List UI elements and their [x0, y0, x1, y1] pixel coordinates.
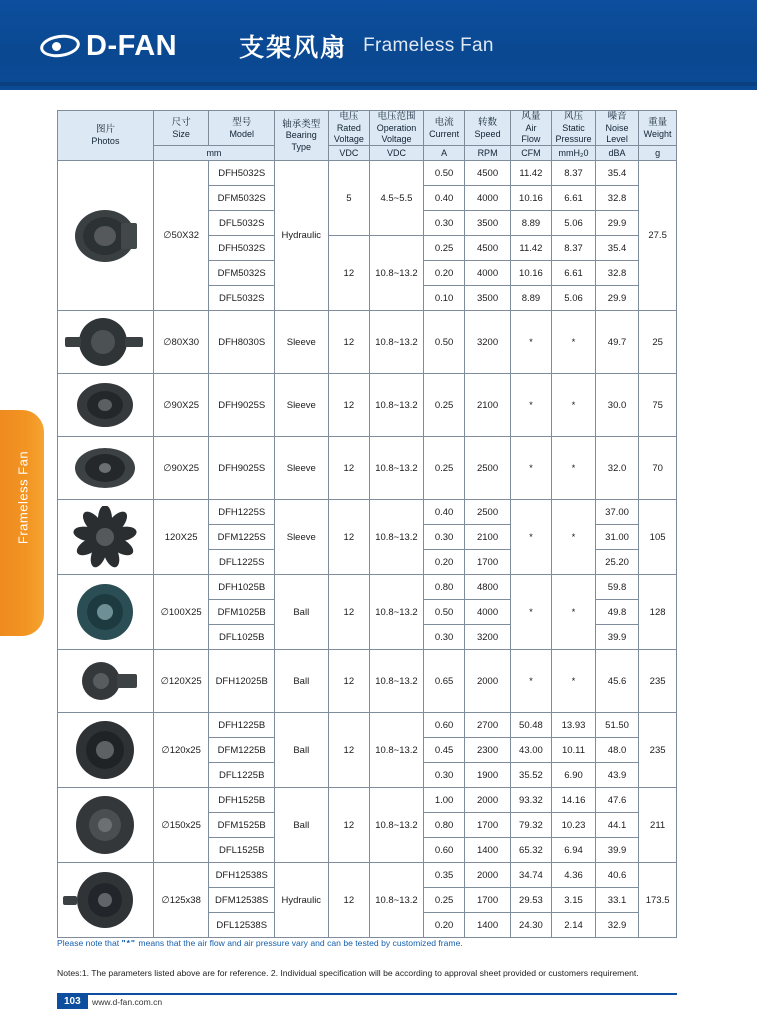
cell-noise-level: 49.7: [595, 311, 638, 374]
cell-weight: 70: [639, 437, 677, 500]
cell-rated-voltage: 12: [328, 575, 370, 650]
cell-model: DFM5032S: [209, 261, 275, 286]
cell-rated-voltage: 12: [328, 311, 370, 374]
fan-photo: [58, 788, 154, 863]
cell-size: ∅80X30: [153, 311, 209, 374]
cell-air-flow: 65.32: [510, 838, 551, 863]
cell-air-flow: 11.42: [510, 236, 551, 261]
cell-current: 0.45: [423, 738, 465, 763]
cell-current: 0.20: [423, 550, 465, 575]
cell-model: DFH5032S: [209, 236, 275, 261]
cell-speed: 4000: [465, 600, 510, 625]
cell-current: 0.50: [423, 311, 465, 374]
col-header-size-en: Size: [172, 128, 190, 139]
cell-noise-level: 32.0: [595, 437, 638, 500]
cell-weight: 235: [639, 713, 677, 788]
cell-operation-voltage: 10.8~13.2: [370, 650, 424, 713]
cell-model: DFL1225S: [209, 550, 275, 575]
cell-static-pressure: 10.23: [552, 813, 596, 838]
col-header-model: [209, 111, 275, 146]
cell-rated-voltage: 12: [328, 788, 370, 863]
cell-static-pressure: 8.37: [552, 236, 596, 261]
unit-static-pressure: mmH₂0: [552, 146, 596, 161]
table-row: [58, 575, 677, 600]
cell-static-pressure: *: [552, 575, 596, 650]
header-inner: [40, 20, 737, 72]
cell-air-flow: *: [510, 650, 551, 713]
cell-noise-level: 35.4: [595, 236, 638, 261]
cell-operation-voltage: 10.8~13.2: [370, 374, 424, 437]
star-note-suffix: means that the air flow and air pressure vary and can be tested by customized frame.: [138, 938, 463, 948]
star-note: [57, 938, 707, 948]
cell-bearing: Hydraulic: [275, 161, 329, 311]
table-row: [58, 713, 677, 738]
cell-air-flow: 79.32: [510, 813, 551, 838]
cell-static-pressure: *: [552, 437, 596, 500]
cell-speed: 3200: [465, 625, 510, 650]
cell-noise-level: 39.9: [595, 625, 638, 650]
table-row: [58, 500, 677, 525]
fan-photo: [58, 161, 154, 311]
cell-air-flow: 8.89: [510, 211, 551, 236]
col-header-photos: [58, 111, 154, 161]
cell-static-pressure: 5.06: [552, 286, 596, 311]
fan-photo: [58, 863, 154, 938]
cell-noise-level: 44.1: [595, 813, 638, 838]
cell-air-flow: *: [510, 374, 551, 437]
col-header-photos-cn: 图片: [95, 124, 115, 136]
cell-bearing: Ball: [275, 788, 329, 863]
footer-url: www.d-fan.com.cn: [92, 997, 163, 1007]
cell-current: 0.30: [423, 525, 465, 550]
col-header-rated-voltage-cn: 电压: [339, 111, 359, 122]
cell-bearing: Hydraulic: [275, 863, 329, 938]
unit-current: A: [423, 146, 465, 161]
cell-speed: 2000: [465, 863, 510, 888]
cell-model: DFH1225B: [209, 713, 275, 738]
cell-noise-level: 29.9: [595, 286, 638, 311]
cell-model: DFH12025B: [209, 650, 275, 713]
cell-static-pressure: 13.93: [552, 713, 596, 738]
cell-speed: 2100: [465, 525, 510, 550]
cell-model: DFH9025S: [209, 374, 275, 437]
cell-model: DFL1225B: [209, 763, 275, 788]
cell-noise-level: 37.00: [595, 500, 638, 525]
cell-rated-voltage: 12: [328, 437, 370, 500]
col-header-model-en: Model: [229, 128, 254, 139]
cell-static-pressure: *: [552, 311, 596, 374]
cell-current: 0.80: [423, 575, 465, 600]
cell-air-flow: 10.16: [510, 261, 551, 286]
cell-current: 0.40: [423, 186, 465, 211]
col-header-air-flow-cn: 风量: [521, 111, 541, 122]
cell-current: 0.10: [423, 286, 465, 311]
unit-size-mm: mm: [153, 146, 274, 161]
cell-model: DFM12538S: [209, 888, 275, 913]
col-header-rated-voltage-en2: Voltage: [333, 134, 364, 145]
col-header-current: [423, 111, 465, 146]
cell-air-flow: *: [510, 575, 551, 650]
cell-air-flow: 93.32: [510, 788, 551, 813]
cell-noise-level: 32.9: [595, 913, 638, 938]
cell-operation-voltage: 4.5~5.5: [370, 161, 424, 236]
cell-bearing: Sleeve: [275, 311, 329, 374]
cell-operation-voltage: 10.8~13.2: [370, 311, 424, 374]
cell-current: 0.60: [423, 713, 465, 738]
cell-model: DFH1525B: [209, 788, 275, 813]
cell-model: DFH1225S: [209, 500, 275, 525]
cell-current: 0.40: [423, 500, 465, 525]
cell-air-flow: 11.42: [510, 161, 551, 186]
unit-speed: RPM: [465, 146, 510, 161]
cell-bearing: Ball: [275, 575, 329, 650]
cell-air-flow: 10.16: [510, 186, 551, 211]
cell-noise-level: 45.6: [595, 650, 638, 713]
cell-weight: 75: [639, 374, 677, 437]
fan-photo: [58, 311, 154, 374]
spec-table-body: [58, 161, 677, 938]
cell-speed: 2300: [465, 738, 510, 763]
cell-speed: 3500: [465, 286, 510, 311]
header-rule: [0, 82, 757, 86]
col-header-bearing-en2: Type: [291, 141, 312, 152]
header-row: [58, 111, 677, 146]
cell-speed: 2500: [465, 437, 510, 500]
cell-model: DFM5032S: [209, 186, 275, 211]
cell-operation-voltage: 10.8~13.2: [370, 575, 424, 650]
cell-model: DFL1025B: [209, 625, 275, 650]
col-header-static-pressure-en2: Pressure: [555, 134, 592, 145]
cell-current: 0.25: [423, 236, 465, 261]
cell-operation-voltage: 10.8~13.2: [370, 236, 424, 311]
cell-static-pressure: 4.36: [552, 863, 596, 888]
cell-model: DFL12538S: [209, 913, 275, 938]
cell-model: DFL5032S: [209, 211, 275, 236]
cell-current: 0.20: [423, 261, 465, 286]
cell-speed: 2000: [465, 788, 510, 813]
cell-weight: 235: [639, 650, 677, 713]
general-notes: Notes:1. The parameters listed above are for reference. 2. Individual specification will be according to approval sheet provided or customers requirement.: [57, 968, 639, 978]
table-row: [58, 374, 677, 437]
cell-size: ∅125x38: [153, 863, 209, 938]
cell-rated-voltage: 12: [328, 236, 370, 311]
cell-static-pressure: 6.94: [552, 838, 596, 863]
col-header-operation-voltage: [370, 111, 424, 146]
cell-size: ∅150x25: [153, 788, 209, 863]
cell-model: DFH5032S: [209, 161, 275, 186]
cell-model: DFH8030S: [209, 311, 275, 374]
cell-bearing: Sleeve: [275, 374, 329, 437]
cell-air-flow: 29.53: [510, 888, 551, 913]
cell-noise-level: 49.8: [595, 600, 638, 625]
cell-current: 0.30: [423, 763, 465, 788]
col-header-operation-voltage-en1: Operation: [376, 122, 417, 133]
cell-operation-voltage: 10.8~13.2: [370, 713, 424, 788]
table-row: [58, 437, 677, 500]
cell-bearing: Sleeve: [275, 437, 329, 500]
cell-noise-level: 47.6: [595, 788, 638, 813]
cell-model: DFM1225S: [209, 525, 275, 550]
cell-static-pressure: 6.61: [552, 261, 596, 286]
col-header-speed: [465, 111, 510, 146]
fan-photo: [58, 437, 154, 500]
cell-current: 0.65: [423, 650, 465, 713]
star-symbol: "*": [121, 938, 137, 948]
cell-size: ∅100X25: [153, 575, 209, 650]
cell-air-flow: 8.89: [510, 286, 551, 311]
cell-static-pressure: *: [552, 500, 596, 575]
col-header-photos-en: Photos: [91, 136, 120, 146]
cell-current: 0.50: [423, 161, 465, 186]
col-header-speed-cn: 转数: [478, 116, 498, 128]
cell-current: 0.20: [423, 913, 465, 938]
page-title-cn: 支架风扇: [239, 34, 348, 62]
cell-noise-level: 48.0: [595, 738, 638, 763]
cell-speed: 2100: [465, 374, 510, 437]
cell-noise-level: 51.50: [595, 713, 638, 738]
cell-operation-voltage: 10.8~13.2: [370, 788, 424, 863]
col-header-rated-voltage: [328, 111, 370, 146]
cell-operation-voltage: 10.8~13.2: [370, 437, 424, 500]
cell-noise-level: 59.8: [595, 575, 638, 600]
cell-model: DFH1025B: [209, 575, 275, 600]
cell-static-pressure: *: [552, 650, 596, 713]
table-row: [58, 311, 677, 374]
cell-air-flow: *: [510, 311, 551, 374]
cell-rated-voltage: 12: [328, 863, 370, 938]
cell-model: DFM1025B: [209, 600, 275, 625]
cell-bearing: Sleeve: [275, 500, 329, 575]
col-header-air-flow-en2: Flow: [521, 134, 541, 145]
table-row: [58, 788, 677, 813]
cell-speed: 1400: [465, 838, 510, 863]
col-header-size: [153, 111, 209, 146]
cell-rated-voltage: 5: [328, 161, 370, 236]
cell-rated-voltage: 12: [328, 650, 370, 713]
col-header-static-pressure-cn: 风压: [564, 111, 584, 122]
col-header-static-pressure-en1: Static: [562, 122, 585, 133]
cell-speed: 1700: [465, 888, 510, 913]
cell-speed: 4800: [465, 575, 510, 600]
page-title-en: Frameless Fan: [363, 35, 494, 56]
cell-static-pressure: 2.14: [552, 913, 596, 938]
unit-operation-voltage: VDC: [370, 146, 424, 161]
cell-current: 0.80: [423, 813, 465, 838]
cell-current: 0.25: [423, 374, 465, 437]
cell-weight: 25: [639, 311, 677, 374]
cell-noise-level: 32.8: [595, 186, 638, 211]
cell-static-pressure: 14.16: [552, 788, 596, 813]
spec-table-wrap: [57, 110, 677, 938]
cell-noise-level: 31.00: [595, 525, 638, 550]
cell-static-pressure: 6.61: [552, 186, 596, 211]
cell-noise-level: 30.0: [595, 374, 638, 437]
cell-speed: 1900: [465, 763, 510, 788]
cell-weight: 211: [639, 788, 677, 863]
col-header-noise-level-cn: 噪音: [607, 111, 627, 122]
cell-weight: 173.5: [639, 863, 677, 938]
col-header-speed-en: Speed: [474, 128, 501, 139]
cell-size: 120X25: [153, 500, 209, 575]
col-header-noise-level-en2: Level: [606, 134, 628, 145]
brand-name: D-FAN: [86, 29, 178, 62]
cell-noise-level: 33.1: [595, 888, 638, 913]
cell-air-flow: 50.48: [510, 713, 551, 738]
cell-air-flow: 34.74: [510, 863, 551, 888]
cell-size: ∅50X32: [153, 161, 209, 311]
side-tab: [0, 410, 44, 636]
col-header-operation-voltage-cn: 电压范围: [377, 111, 416, 122]
cell-operation-voltage: 10.8~13.2: [370, 500, 424, 575]
cell-size: ∅120x25: [153, 713, 209, 788]
col-header-noise-level-en1: Noise: [605, 122, 629, 133]
cell-static-pressure: 10.11: [552, 738, 596, 763]
table-row: [58, 161, 677, 186]
cell-rated-voltage: 12: [328, 374, 370, 437]
cell-current: 1.00: [423, 788, 465, 813]
cell-model: DFM1525B: [209, 813, 275, 838]
page-number: 103: [57, 995, 88, 1009]
cell-speed: 2500: [465, 500, 510, 525]
table-row: [58, 650, 677, 713]
unit-weight: g: [639, 146, 677, 161]
cell-speed: 3500: [465, 211, 510, 236]
cell-current: 0.60: [423, 838, 465, 863]
col-header-weight-en: Weight: [643, 128, 672, 139]
cell-noise-level: 35.4: [595, 161, 638, 186]
cell-static-pressure: *: [552, 374, 596, 437]
cell-model: DFL5032S: [209, 286, 275, 311]
spec-table-head: [58, 111, 677, 161]
cell-weight: 105: [639, 500, 677, 575]
cell-air-flow: *: [510, 437, 551, 500]
cell-model: DFH12538S: [209, 863, 275, 888]
cell-noise-level: 43.9: [595, 763, 638, 788]
col-header-model-cn: 型号: [232, 116, 252, 128]
cell-air-flow: *: [510, 500, 551, 575]
unit-rated-voltage: VDC: [328, 146, 370, 161]
fan-logo-icon: [40, 30, 80, 62]
cell-static-pressure: 3.15: [552, 888, 596, 913]
cell-current: 0.25: [423, 437, 465, 500]
cell-static-pressure: 5.06: [552, 211, 596, 236]
cell-noise-level: 25.20: [595, 550, 638, 575]
col-header-noise-level: [595, 111, 638, 146]
col-header-bearing-en1: Bearing: [285, 130, 317, 141]
cell-model: DFM1225B: [209, 738, 275, 763]
cell-speed: 2000: [465, 650, 510, 713]
cell-speed: 1400: [465, 913, 510, 938]
cell-current: 0.25: [423, 888, 465, 913]
footer-rule: [57, 993, 677, 995]
cell-rated-voltage: 12: [328, 713, 370, 788]
cell-speed: 1700: [465, 813, 510, 838]
fan-photo: [58, 374, 154, 437]
star-note-prefix: Please note that: [57, 938, 120, 948]
cell-speed: 1700: [465, 550, 510, 575]
cell-bearing: Ball: [275, 650, 329, 713]
cell-weight: 128: [639, 575, 677, 650]
col-header-operation-voltage-en2: Voltage: [381, 134, 412, 145]
cell-current: 0.30: [423, 625, 465, 650]
cell-size: ∅90X25: [153, 374, 209, 437]
col-header-rated-voltage-en1: Rated: [336, 122, 361, 133]
col-header-air-flow-en1: Air: [525, 122, 537, 133]
fan-photo: [58, 650, 154, 713]
cell-size: ∅90X25: [153, 437, 209, 500]
unit-air-flow: CFM: [510, 146, 551, 161]
cell-speed: 4500: [465, 161, 510, 186]
table-row: [58, 863, 677, 888]
cell-noise-level: 29.9: [595, 211, 638, 236]
cell-air-flow: 43.00: [510, 738, 551, 763]
page-header: [0, 0, 757, 90]
brand-logo: [40, 30, 177, 63]
fan-photo: [58, 500, 154, 575]
cell-current: 0.35: [423, 863, 465, 888]
cell-current: 0.30: [423, 211, 465, 236]
side-tab-label: Frameless Fan: [15, 450, 31, 545]
col-header-current-cn: 电流: [434, 116, 454, 128]
cell-noise-level: 40.6: [595, 863, 638, 888]
cell-air-flow: 35.52: [510, 763, 551, 788]
cell-rated-voltage: 12: [328, 500, 370, 575]
fan-photo: [58, 575, 154, 650]
col-header-bearing-cn: 轴承类型: [282, 118, 321, 130]
cell-static-pressure: 8.37: [552, 161, 596, 186]
cell-weight: 27.5: [639, 161, 677, 311]
cell-model: DFH9025S: [209, 437, 275, 500]
col-header-weight: [639, 111, 677, 146]
cell-bearing: Ball: [275, 713, 329, 788]
col-header-static-pressure: [552, 111, 596, 146]
cell-model: DFL1525B: [209, 838, 275, 863]
col-header-weight-cn: 重量: [648, 116, 668, 128]
cell-operation-voltage: 10.8~13.2: [370, 863, 424, 938]
col-header-current-en: Current: [429, 128, 460, 139]
col-header-size-cn: 尺寸: [171, 116, 191, 128]
fan-photo: [58, 713, 154, 788]
col-header-bearing: [275, 111, 329, 161]
unit-noise-level: dBA: [595, 146, 638, 161]
cell-static-pressure: 6.90: [552, 763, 596, 788]
cell-noise-level: 39.9: [595, 838, 638, 863]
cell-speed: 4000: [465, 186, 510, 211]
cell-speed: 2700: [465, 713, 510, 738]
cell-speed: 4000: [465, 261, 510, 286]
cell-speed: 3200: [465, 311, 510, 374]
cell-speed: 4500: [465, 236, 510, 261]
cell-current: 0.50: [423, 600, 465, 625]
col-header-air-flow: [510, 111, 551, 146]
cell-air-flow: 24.30: [510, 913, 551, 938]
cell-noise-level: 32.8: [595, 261, 638, 286]
cell-size: ∅120X25: [153, 650, 209, 713]
spec-table: [57, 110, 677, 938]
